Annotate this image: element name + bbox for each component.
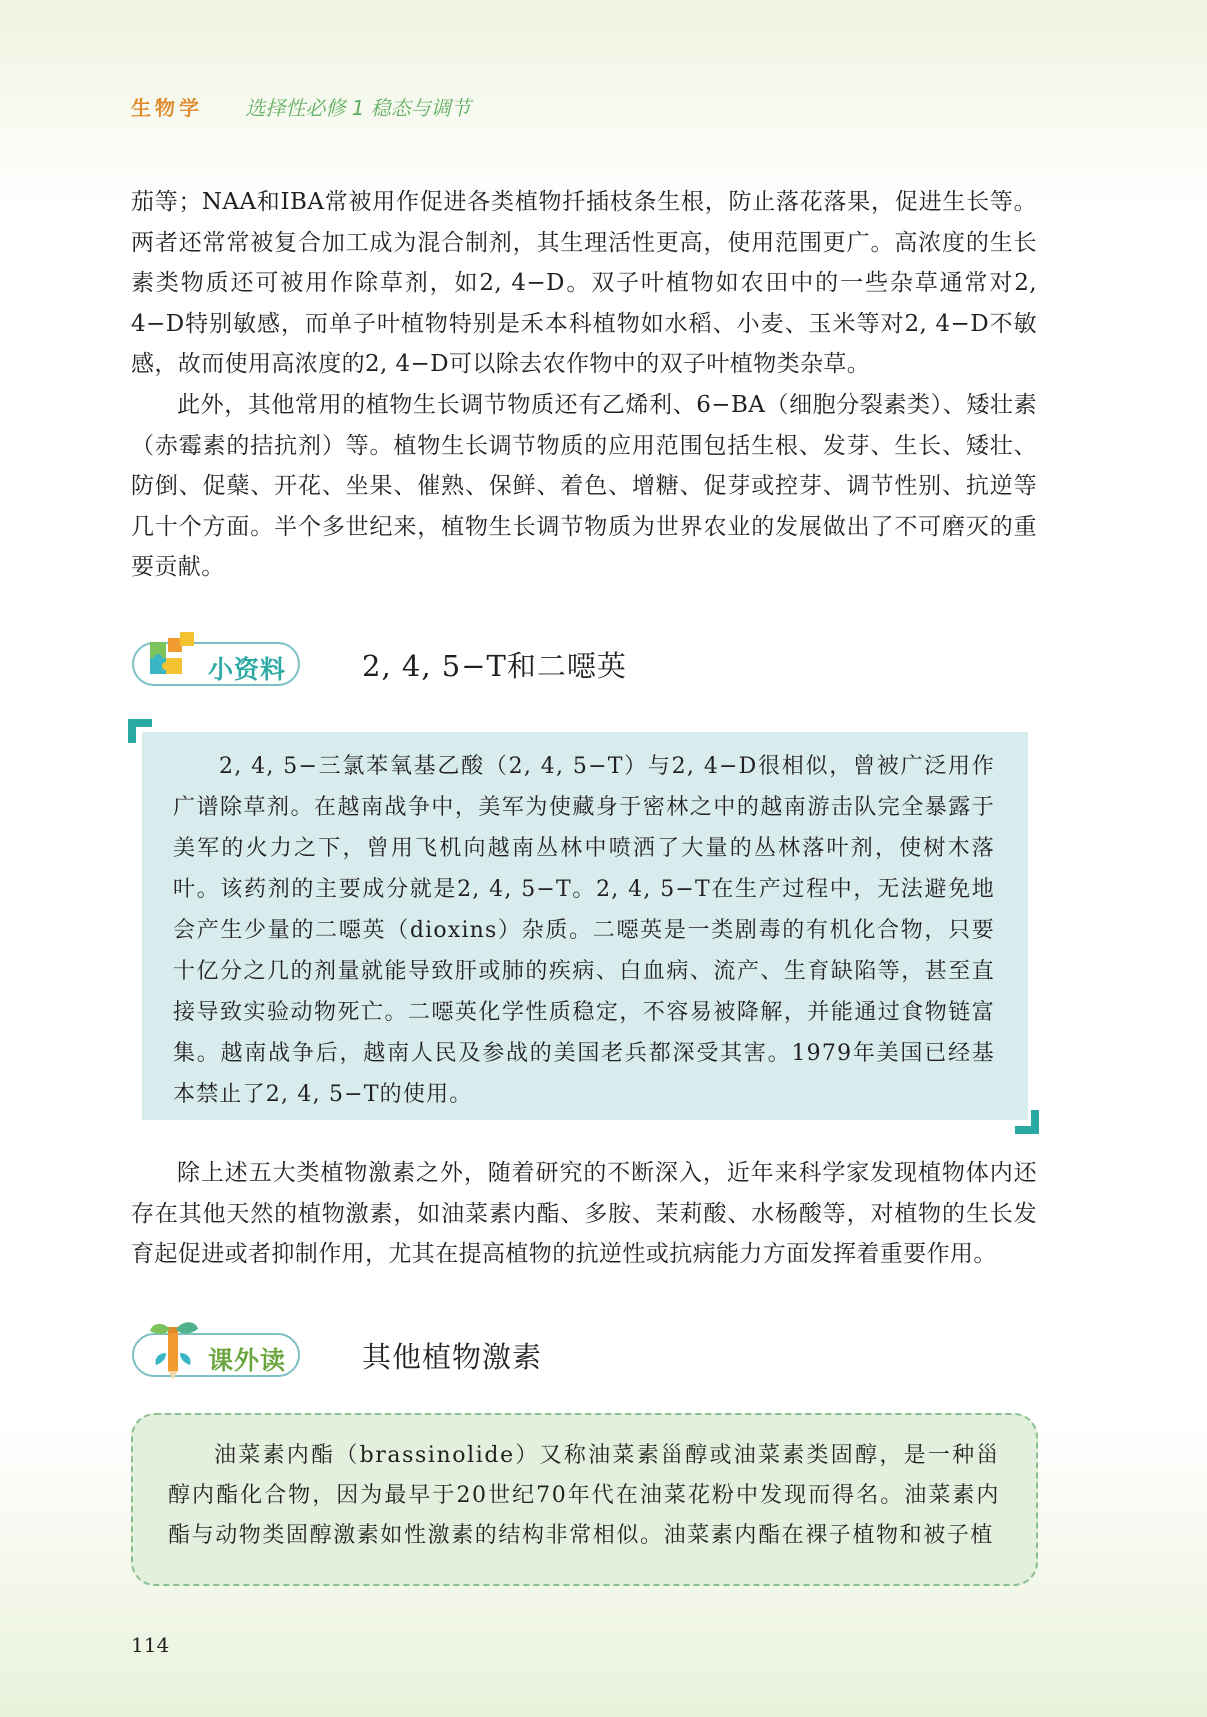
reading-box-text: 油菜素内酯（brassinolide）又称油菜素甾醇或油菜素类固醇，是一种甾醇内酯化合物，因为最早于20世纪70年代在油菜花粉中发现而得名。油菜素内酯与动物类固醇激素如性激素的结构非常相似。油菜素内酯在裸子植物和被子植 [168, 1443, 1000, 1548]
page-number: 114 [131, 1633, 170, 1657]
section-title: 其他植物激素 [362, 1340, 543, 1374]
section-title: 2, 4, 5−T和二噁英 [362, 649, 627, 683]
book-title: 选择性必修 1 稳态与调节 [245, 96, 471, 120]
paragraph: 此外，其他常用的植物生长调节物质还有乙烯利、6−BA（细胞分裂素类）、矮壮素（赤霉素的拮抗剂）等。植物生长调节物质的应用范围包括生根、发芽、生长、矮壮、防倒、促蘖、开花、坐果、催熟、保鲜、着色、增糖、促芽或控芽、调节性别、抗逆等几十个方面。半个多世纪来，植物生长调节物质为世界农业的发展做出了不可磨灭的重要贡献。 [131, 392, 1037, 580]
info-tag [132, 642, 300, 686]
running-header [131, 92, 471, 121]
subject-name: 生物学 [131, 96, 203, 120]
paragraph: 茄等；NAA和IBA常被用作促进各类植物扦插枝条生根，防止落花落果，促进生长等。两者还常常被复合加工成为混合制剂，其生理活性更高，使用范围更广。高浓度的生长素类物质还可被用作除草剂，如2, 4−D。双子叶植物如农田中的一些杂草通常对2, 4−D特别敏感，而单子叶植物特别是禾本科植物如水稻、小麦、玉米等对2, 4−D不敏感，故而使用高浓度的2, 4−D可以除去农作物中的双子叶植物类杂草。 [131, 189, 1037, 377]
paragraph: 除上述五大类植物激素之外，随着研究的不断深入，近年来科学家发现植物体内还存在其他天然的植物激素，如油菜素内酯、多胺、茉莉酸、水杨酸等，对植物的生长发育起促进或者抑制作用，尤其在提高植物的抗逆性或抗病能力方面发挥着重要作用。 [131, 1160, 1037, 1267]
puzzle-icon [146, 628, 198, 684]
corner-decoration [128, 719, 152, 743]
info-box-text: 2, 4, 5−三氯苯氧基乙酸（2, 4, 5−T）与2, 4−D很相似，曾被广泛用作广谱除草剂。在越南战争中，美军为使藏身于密林之中的越南游击队完全暴露于美军的火力之下，曾用飞机向越南丛林中喷洒了大量的丛林落叶剂，使树木落叶。该药剂的主要成分就是2, 4, 5−T。2, 4, 5−T在生产过程中，无法避免地会产生少量的二噁英（dioxins）杂质。二噁英是一类剧毒的有机化合物，只要十亿分之几的剂量就能导致肝或肺的疾病、白血病、流产、生育缺陷等，甚至直接导致实验动物死亡。二噁英化学性质稳定，不容易被降解，并能通过食物链富集。越南战争后，越南人民及参战的美国老兵都深受其害。1979年美国已经基本禁止了2, 4, 5−T的使用。 [173, 754, 995, 1107]
tag-label: 小资料 [207, 655, 286, 684]
pencil-sprout-icon [146, 1319, 202, 1379]
tag-label: 课外读 [207, 1346, 286, 1375]
reading-tag [132, 1333, 300, 1377]
corner-decoration [1015, 1110, 1039, 1134]
